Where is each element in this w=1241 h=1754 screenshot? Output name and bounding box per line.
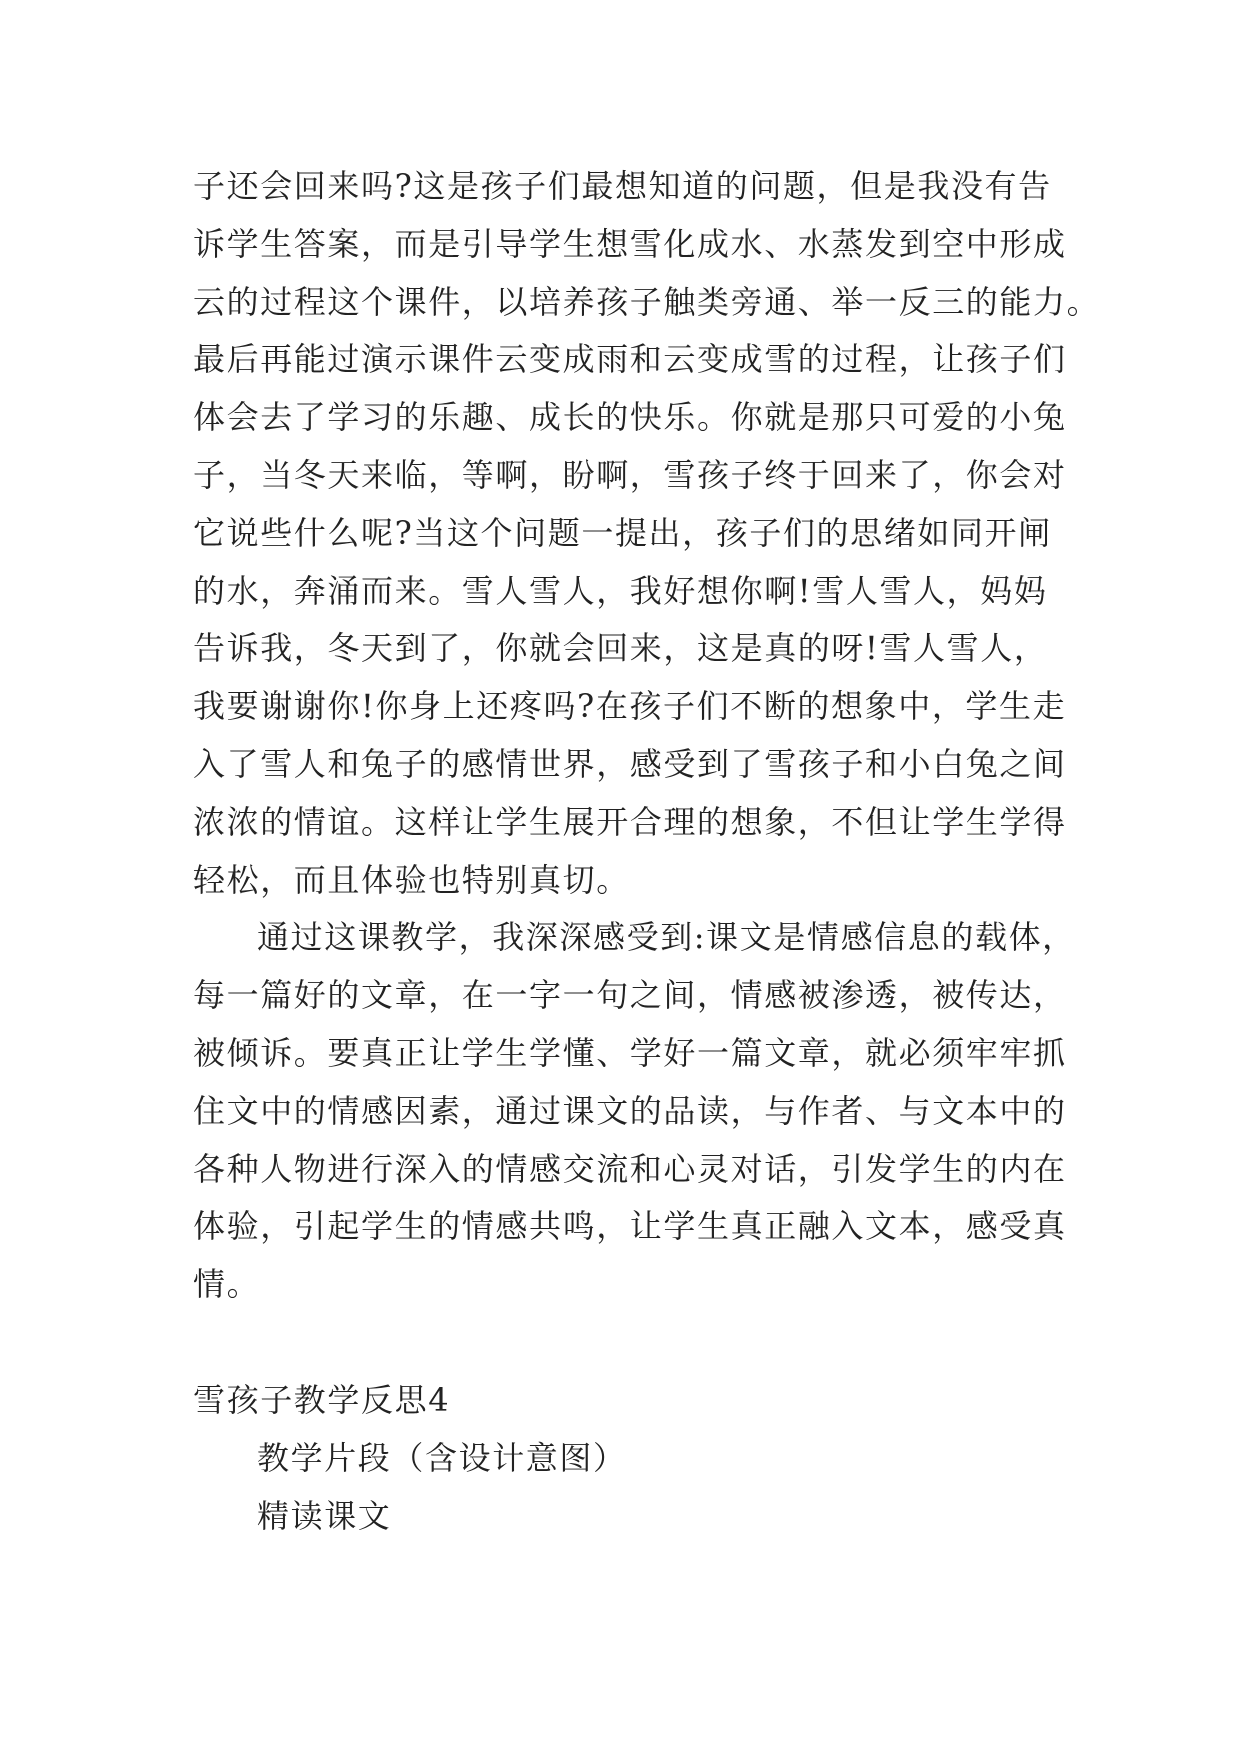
text-line: 被倾诉。要真正让学生学懂、学好一篇文章，就必须牢牢抓 (193, 1033, 1067, 1072)
section-subtitle: 教学片段（含设计意图） (257, 1438, 627, 1477)
text-line: 每一篇好的文章，在一字一句之间，情感被渗透，被传达， (193, 976, 1067, 1015)
text-line: 告诉我，冬天到了，你就会回来，这是真的呀!雪人雪人， (193, 629, 1048, 668)
text-line: 各种人物进行深入的情感交流和心灵对话，引发学生的内在 (193, 1149, 1067, 1188)
section-item: 精读课文 (257, 1496, 392, 1535)
text-line: 云的过程这个课件，以培养孩子触类旁通、举一反三的能力。 (193, 282, 1101, 321)
text-line: 轻松，而且体验也特别真切。 (193, 860, 630, 899)
text-line: 情。 (193, 1265, 261, 1304)
text-line: 它说些什么呢?当这个问题一提出，孩子们的思绪如同开闸 (193, 513, 1052, 552)
text-line: 体验，引起学生的情感共鸣，让学生真正融入文本，感受真 (193, 1207, 1067, 1246)
text-line: 子，当冬天来临，等啊，盼啊，雪孩子终于回来了，你会对 (193, 455, 1067, 494)
text-line: 子还会回来吗?这是孩子们最想知道的问题，但是我没有告 (193, 167, 1052, 205)
text-line: 诉学生答案，而是引导学生想雪化成水、水蒸发到空中形成 (193, 224, 1067, 263)
text-line: 浓浓的情谊。这样让学生展开合理的想象，不但让学生学得 (193, 802, 1067, 841)
text-line: 入了雪人和兔子的感情世界，感受到了雪孩子和小白兔之间 (193, 744, 1067, 783)
text-line: 住文中的情感因素，通过课文的品读，与作者、与文本中的 (193, 1091, 1067, 1130)
text-line: 我要谢谢你!你身上还疼吗?在孩子们不断的想象中，学生走 (193, 687, 1067, 726)
paragraph-2 (193, 909, 1076, 1314)
text-line: 体会去了学习的乐趣、成长的快乐。你就是那只可爱的小兔 (193, 398, 1067, 437)
section-title: 雪孩子教学反思4 (193, 1380, 451, 1419)
section-spacer (193, 1314, 1058, 1372)
text-line: 的水，奔涌而来。雪人雪人，我好想你啊!雪人雪人，妈妈 (193, 571, 1048, 610)
paragraph-1 (193, 158, 1101, 909)
text-line: 最后再能过演示课件云变成雨和云变成雪的过程，让孩子们 (193, 340, 1067, 379)
document-page (193, 158, 1101, 1545)
text-line: 通过这课教学，我深深感受到:课文是情感信息的载体， (257, 918, 1076, 957)
